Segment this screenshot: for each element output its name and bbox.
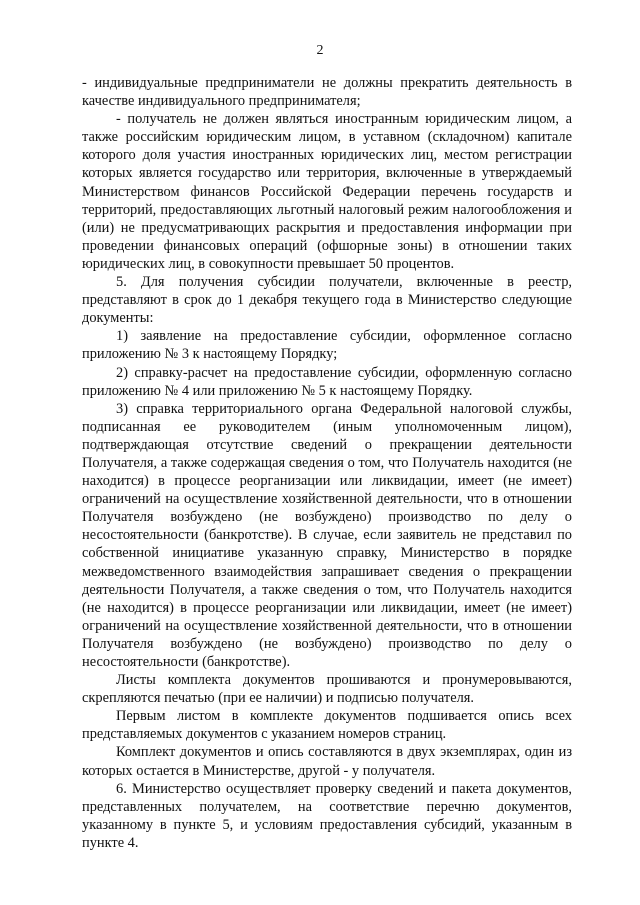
paragraph-document-calculation: 2) справку-расчет на предоставление субсидии, оформленную согласно приложению № 4 или приложению № 5 к настоящему Порядку. <box>82 364 572 399</box>
paragraph-item-6-verification: 6. Министерство осуществляет проверку сведений и пакета документов, представленных получателем, на соответствие перечню документов, указанному в пункте 5, и условиям предоставления субсидий, указанным в пункте 4. <box>82 780 572 851</box>
paragraph-entrepreneurs-condition: - индивидуальные предприниматели не должны прекратить деятельность в качестве индивидуального предпринимателя; <box>82 75 572 110</box>
paragraph-two-copies: Комплект документов и опись составляются в двух экземплярах, один из которых остается в Министерстве, другой - у получателя. <box>82 744 572 779</box>
paragraph-inventory-first-sheet: Первым листом в комплекте документов подшивается опись всех представляемых документов с указанием номеров страниц. <box>82 708 572 743</box>
paragraph-foreign-entity-condition: - получатель не должен являться иностранным юридическим лицом, а также российским юридическим лицом, в уставном (складочном) капитале которого доля участия иностранных юридических лиц, местом регистрации которых является государство или территория, включенные в утверждаемый Министерством финансов Российской Федерации перечень государств и территорий, предоставляющих льготный налоговый режим налогообложения и (или) не предусматривающих раскрытия и предоставления информации при проведении финансовых операций (офшорные зоны) в отношении таких юридических лиц, в совокупности превышает 50 процентов. <box>82 111 572 272</box>
document-body <box>82 74 572 852</box>
paragraph-sheets-binding: Листы комплекта документов прошиваются и пронумеровываются, скрепляются печатью (при ее наличии) и подписью получателя. <box>82 672 572 707</box>
paragraph-item-5-documents: 5. Для получения субсидии получатели, включенные в реестр, представляют в срок до 1 декабря текущего года в Министерство следующие документы: <box>82 274 572 327</box>
paragraph-document-application: 1) заявление на предоставление субсидии, оформленное согласно приложению № 3 к настоящему Порядку; <box>82 328 572 363</box>
page-number: 2 <box>316 43 324 58</box>
paragraph-document-tax-certificate: 3) справка территориального органа Федеральной налоговой службы, подписанная ее руководителем (иным уполномоченным лицом), подтверждающая отсутствие сведений о прекращении деятельности Получателя, а также содержащая сведения о том, что Получатель находится (не находится) в процессе реорганизации или ликвидации, имеет (не имеет) ограничений на осуществление хозяйственной деятельности, что в отношении Получателя возбуждено (не возбуждено) производство по делу о несостоятельности (банкротстве). В случае, если заявитель не представил по собственной инициативе указанную справку, Министерство в порядке межведомственного взаимодействия запрашивает сведения о прекращении деятельности Получателя, а также сведения о том, что Получатель находится (не находится) в процессе реорганизации или ликвидации, имеет (не имеет) ограничений на осуществление хозяйственной деятельности, что в отношении Получателя возбуждено (не возбуждено) производство по делу о несостоятельности (банкротстве). <box>82 400 572 670</box>
